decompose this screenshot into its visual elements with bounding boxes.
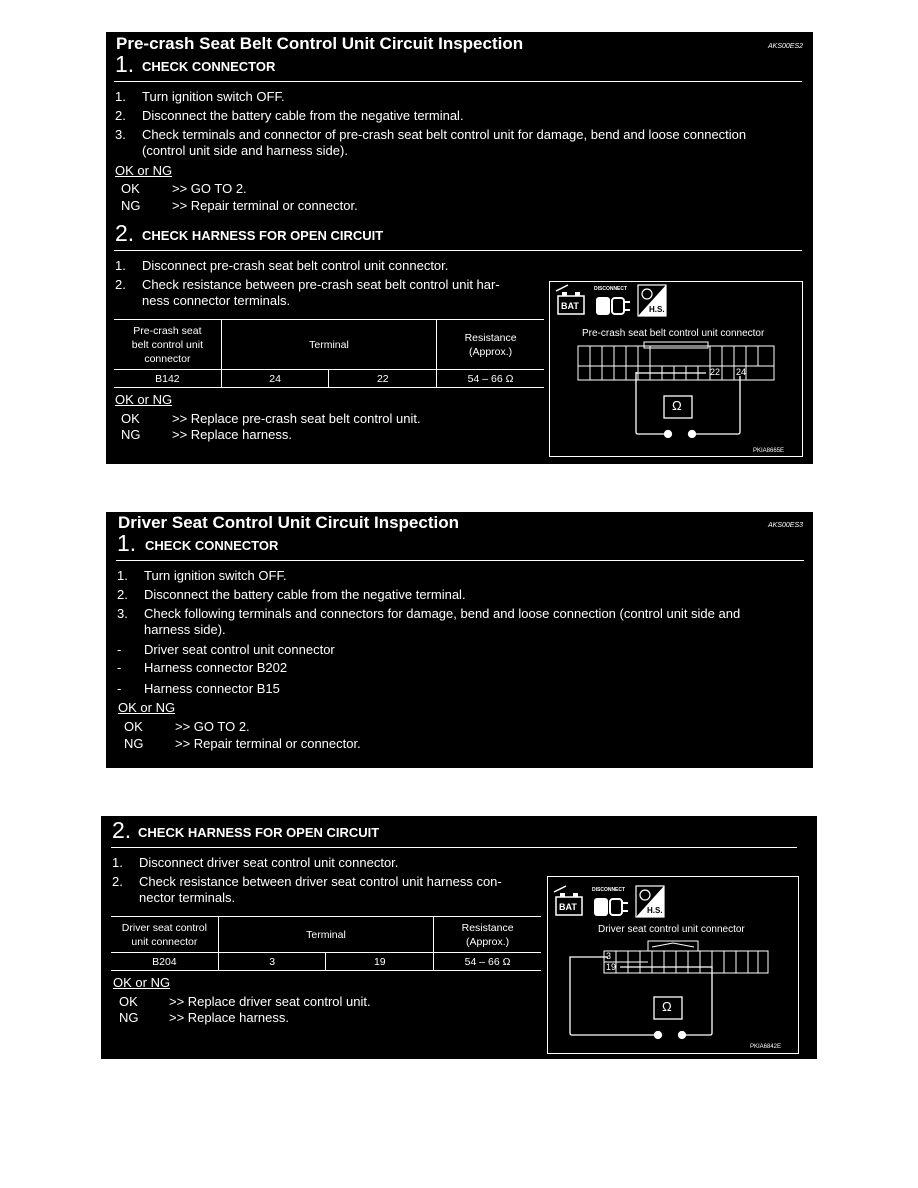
result-action: >> GO TO 2. [175,719,250,734]
divider [111,847,797,848]
ok-or-ng-label: OK or NG [118,700,176,715]
step-title: CHECK HARNESS FOR OPEN CIRCUIT [138,825,380,840]
result-action: >> GO TO 2. [172,181,247,196]
pin-label: 19 [606,962,617,972]
list-item: Disconnect driver seat control unit connector. [139,855,399,870]
bat-label: BAT [559,902,577,912]
bat-label: BAT [561,301,579,311]
step-number: 1. [117,530,137,556]
step-number: 1. [115,51,135,77]
list-item: Harness connector B15 [144,681,280,696]
list-item: Check resistance between pre-crash seat belt control unit har- [142,277,500,292]
list-item-continued: harness side). [144,622,226,637]
list-number: 1. [112,855,123,870]
list-bullet: - [117,642,122,657]
table-header-resistance: Resistance (Approx.) [437,320,544,370]
result-action: >> Repair terminal or connector. [175,736,361,751]
ohmmeter [636,372,740,438]
resistance-table [114,319,544,388]
list-bullet: - [117,660,122,675]
disconnect-label: DISCONNECT [592,887,626,893]
list-item: Check following terminals and connectors for damage, bend and loose connection (control unit side and [144,606,741,621]
figure-reference: PKIA6842E [750,1044,782,1050]
pin-label: 22 [710,367,721,377]
list-item: Harness connector B202 [144,660,288,675]
ohmmeter [570,957,712,1039]
table-cell-terminal-b: 19 [326,953,434,971]
ok-or-ng-label: OK or NG [113,975,171,990]
hs-label: H.S. [647,906,663,915]
list-bullet: - [117,681,122,696]
result-action: >> Replace harness. [169,1010,289,1025]
resistance-table [111,916,541,971]
result-key: NG [124,736,144,751]
result-action: >> Replace harness. [172,427,292,442]
result-key: NG [121,198,141,213]
result-action: >> Replace pre-crash seat belt control unit. [172,411,421,426]
list-number: 1. [115,258,126,273]
table-row [111,953,541,971]
list-item: Turn ignition switch OFF. [144,568,287,583]
step-title: CHECK HARNESS FOR OPEN CIRCUIT [142,228,384,243]
list-item: Disconnect the battery cable from the negative terminal. [144,587,466,602]
pre-crash-inspection-panel [106,32,813,464]
list-number: 2. [115,108,126,123]
driver-seat-harness-panel [101,816,817,1059]
ohm-symbol: Ω [672,398,682,413]
list-number: 3. [117,606,128,621]
section-title: Driver Seat Control Unit Circuit Inspection [118,513,459,532]
table-cell-connector: B142 [114,370,221,388]
connector-diagram [547,876,799,1054]
connector-diagram [549,281,803,457]
result-key: NG [119,1010,139,1025]
step-number: 2. [112,817,132,843]
pin-label: 3 [606,951,612,961]
list-number: 1. [115,89,126,104]
table-cell-terminal-a: 24 [221,370,329,388]
disconnect-icon [594,898,628,916]
table-cell-connector: B204 [111,953,218,971]
result-key: OK [119,994,138,1009]
list-item: Check resistance between driver seat control unit harness con- [139,874,502,889]
divider [116,560,804,561]
hs-label: H.S. [649,305,665,314]
list-number: 2. [112,874,123,889]
list-number: 2. [117,587,128,602]
driver-seat-inspection-panel [106,512,813,768]
list-item: Turn ignition switch OFF. [142,89,285,104]
diagram-drawing [548,877,798,1053]
list-item: Check terminals and connector of pre-crash seat belt control unit for damage, bend and loose connection [142,127,747,142]
disconnect-label: DISCONNECT [594,286,628,292]
ok-or-ng-label: OK or NG [115,392,173,407]
list-number: 3. [115,127,126,142]
pin-label: 24 [736,367,747,377]
section-code: AKS00ES2 [768,43,804,50]
table-header-connector: Driver seat control unit connector [111,917,218,953]
list-item-continued: (control unit side and harness side). [142,143,348,158]
table-cell-resistance: 54 – 66 Ω [437,370,544,388]
result-key: OK [121,181,140,196]
result-key: OK [124,719,143,734]
ohm-symbol: Ω [662,999,672,1014]
step-title: CHECK CONNECTOR [142,59,276,74]
table-cell-resistance: 54 – 66 Ω [434,953,541,971]
section-title: Pre-crash Seat Belt Control Unit Circuit Inspection [116,34,524,53]
list-number: 1. [117,568,128,583]
result-action: >> Repair terminal or connector. [172,198,358,213]
list-number: 2. [115,277,126,292]
table-header-terminal: Terminal [221,320,436,370]
figure-caption: Pre-crash seat belt control unit connector [582,328,765,339]
table-cell-terminal-b: 22 [329,370,437,388]
table-header-connector: Pre-crash seat belt control unit connector [114,320,221,370]
result-key: NG [121,427,141,442]
list-item: Disconnect pre-crash seat belt control unit connector. [142,258,449,273]
divider [114,250,802,251]
divider [114,81,802,82]
result-key: OK [121,411,140,426]
result-action: >> Replace driver seat control unit. [169,994,371,1009]
disconnect-icon [596,297,630,315]
table-header-terminal: Terminal [218,917,433,953]
ok-or-ng-label: OK or NG [115,163,173,178]
list-item: Driver seat control unit connector [144,642,335,657]
connector-body [604,941,768,973]
section-code: AKS00ES3 [768,522,804,529]
figure-caption: Driver seat control unit connector [598,924,745,935]
table-row [114,370,544,388]
list-item-continued: nector terminals. [139,890,236,905]
figure-reference: PKIA8665E [753,448,785,454]
step-title: CHECK CONNECTOR [145,538,279,553]
table-cell-terminal-a: 3 [218,953,326,971]
table-header-resistance: Resistance (Approx.) [434,917,541,953]
step-number: 2. [115,220,135,246]
list-item-continued: ness connector terminals. [142,293,291,308]
diagram-drawing [550,282,802,456]
list-item: Disconnect the battery cable from the negative terminal. [142,108,464,123]
